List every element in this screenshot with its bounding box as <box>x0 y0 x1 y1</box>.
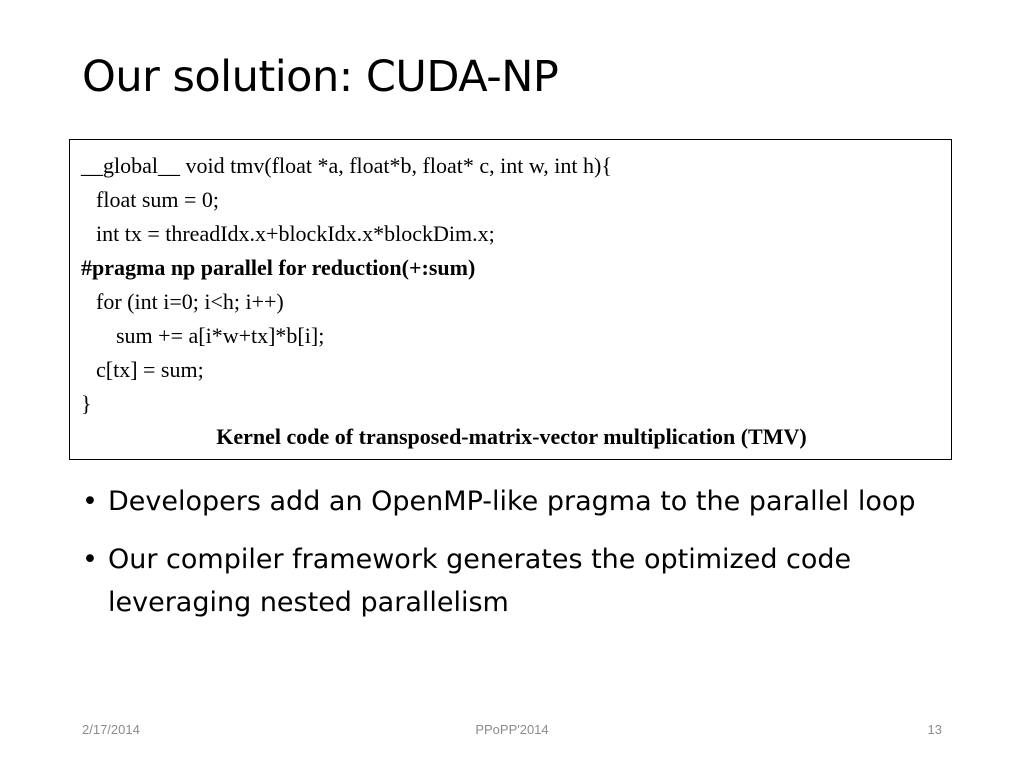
bullet-marker: • <box>82 486 98 517</box>
bullet-text: Our compiler framework generates the optimized code leveraging nested parallelism <box>108 544 852 618</box>
code-line-close-brace: } <box>81 391 92 416</box>
footer-page-number: 13 <box>927 722 942 737</box>
code-line-accumulate: sum += a[i*w+tx]*b[i]; <box>116 323 325 348</box>
bullet-list <box>82 480 922 639</box>
code-line-signature: __global__ void tmv(float *a, float*b, float* c, int w, int h){ <box>81 153 612 178</box>
bullet-item <box>82 480 922 523</box>
code-line-pragma: #pragma np parallel for reduction(+:sum) <box>81 255 476 280</box>
code-caption: Kernel code of transposed-matrix-vector multiplication (TMV) <box>216 424 807 449</box>
bullet-text: Developers add an OpenMP-like pragma to the parallel loop <box>108 486 916 517</box>
code-line-store: c[tx] = sum; <box>96 357 204 382</box>
code-line-for-loop: for (int i=0; i<h; i++) <box>96 289 284 314</box>
code-listing-box <box>69 139 952 460</box>
bullet-item <box>82 538 922 624</box>
footer-date: 2/17/2014 <box>82 722 140 737</box>
footer-venue: PPoPP'2014 <box>475 722 549 737</box>
code-line-sum-init: float sum = 0; <box>96 187 220 212</box>
bullet-marker: • <box>82 544 98 575</box>
slide-title: Our solution: CUDA-NP <box>82 52 559 102</box>
code-line-thread-index: int tx = threadIdx.x+blockIdx.x*blockDim.x; <box>96 221 495 246</box>
